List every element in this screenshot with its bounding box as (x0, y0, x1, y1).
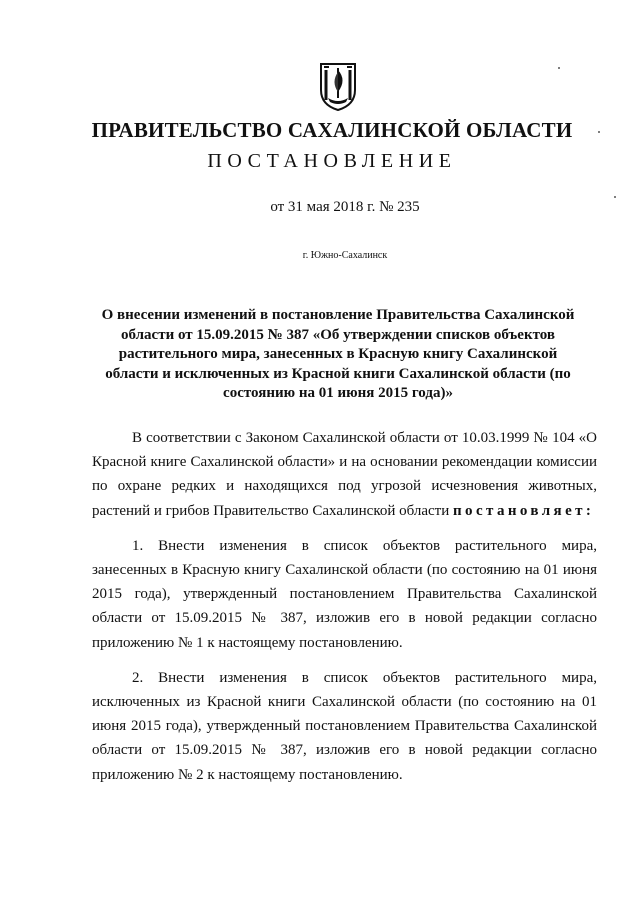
resolves-word: постановляет: (453, 502, 595, 519)
scan-speck (558, 67, 560, 69)
preamble-paragraph (92, 426, 597, 523)
document-date-number: от 31 мая 2018 г. № 235 (270, 199, 420, 215)
sakhalin-coat-of-arms-icon (318, 60, 358, 112)
resolution-item-1: 1. Внести изменения в список объектов растительного мира, занесенных в Красную книгу Сахалинской области (по состоянию на 01 июня 2015 года), утвержденный постановлением Правительства Сахалинской области от 15.09.2015 № 387, изложив его в новой редакции согласно приложению № 1 к настоящему постановлению. (92, 537, 597, 651)
resolution-item-2: 2. Внести изменения в список объектов растительного мира, исключенных из Красной книги Сахалинской области (по состоянию на 01 июня 2015 года), утвержденный постановлением Правительства Сахалинской области от 15.09.2015 № 387, изложив его в новой редакции согласно приложению № 2 к настоящему постановлению. (92, 669, 597, 783)
document-subject: О внесении изменений в постановление Правительства Сахалинской области от 15.09.2015 № 387 «Об утверждении списков объектов растительного мира, занесенных в Красную книгу Сахалинской области и исключенных из Красной книги Сахалинской области (по состоянию на 01 июня 2015 года)» (101, 307, 575, 401)
document-type: ПОСТАНОВЛЕНИЕ (207, 150, 457, 172)
scan-speck (614, 196, 616, 198)
government-title: ПРАВИТЕЛЬСТВО САХАЛИНСКОЙ ОБЛАСТИ (91, 118, 573, 142)
preamble-text: В соответствии с Законом Сахалинской области от 10.03.1999 № 104 «О Красной книге Сахалинской области» и на основании рекомендации комиссии по охране редких и находящихся под угрозой исчезновения животных, растений и грибов Правительство Сахалинской области (92, 430, 597, 519)
document-body (92, 426, 597, 798)
document-city: г. Южно-Сахалинск (302, 250, 388, 261)
scan-speck (598, 131, 600, 133)
